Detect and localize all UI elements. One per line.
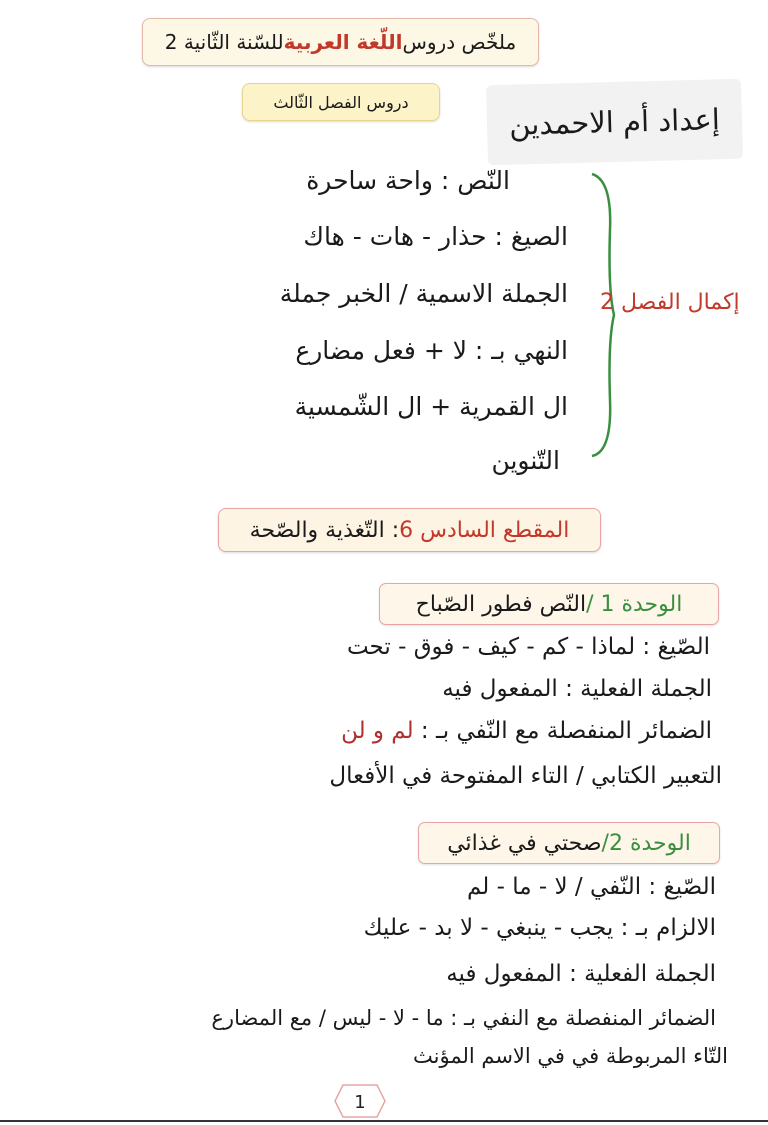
curly-bracket	[588, 170, 618, 460]
unit1-pronouns-text: الضمائر المنفصلة مع النّفي بـ :	[413, 718, 712, 744]
author-credit: إعداد أم الاحمدين	[486, 79, 743, 166]
bottom-divider	[0, 1120, 768, 1122]
section-title: : التّغذية والصّحة	[249, 517, 400, 543]
chapter2-item: النهي بـ : لا + فعل مضارع	[295, 336, 568, 365]
chapter2-item: ال القمرية + ال الشّمسية	[294, 392, 568, 421]
unit1-line: الصّيغ : لماذا - كم - كيف - فوق - تحت	[346, 634, 710, 660]
unit2-line: الضمائر المنفصلة مع النفي بـ : ما - لا - ليس / مع المضارع	[211, 1006, 716, 1030]
unit1-title: النّص فطور الصّباح	[415, 591, 587, 617]
unit2-line: الصّيغ : النّفي / لا - ما - لم	[466, 874, 716, 900]
unit2-heading	[418, 822, 720, 864]
unit1-line: الجملة الفعلية : المفعول فيه	[442, 676, 712, 702]
section-highlight: المقطع السادس 6	[399, 517, 570, 543]
unit2-label: الوحدة 2/	[601, 830, 691, 856]
section-heading	[218, 508, 601, 552]
page-number-badge	[333, 1083, 387, 1119]
unit2-line: الجملة الفعلية : المفعول فيه	[446, 961, 716, 987]
unit2-line: التّاء المربوطة في في الاسم المؤنث	[413, 1044, 728, 1068]
chapter2-label: إكمال الفصل 2	[600, 290, 740, 315]
page-number: 1	[354, 1092, 366, 1113]
title-highlight: اللّغة العربية	[283, 30, 403, 54]
subtitle: دروس الفصل الثّالث	[242, 83, 440, 121]
unit1-heading	[379, 583, 719, 625]
document-title	[142, 18, 539, 66]
chapter2-item: التّنوين	[491, 446, 560, 475]
unit1-label: الوحدة 1 /	[586, 591, 683, 617]
chapter2-item: الجملة الاسمية / الخبر جملة	[279, 279, 568, 308]
chapter2-item: النّص : واحة ساحرة	[306, 166, 510, 195]
unit2-line: الالزام بـ : يجب - ينبغي - لا بد - عليك	[363, 915, 716, 941]
unit1-pronouns-highlight: لم و لن	[341, 718, 414, 744]
title-suffix: للسّنة الثّانية 2	[164, 30, 284, 54]
chapter2-item: الصيغ : حذار - هات - هاك	[303, 222, 568, 251]
title-prefix: ملخّص دروس	[402, 30, 517, 54]
unit2-title: صحتي في غذائي	[447, 830, 602, 856]
unit1-line: التعبير الكتابي / التاء المفتوحة في الأفعال	[329, 763, 722, 789]
unit1-pronouns	[341, 718, 712, 744]
